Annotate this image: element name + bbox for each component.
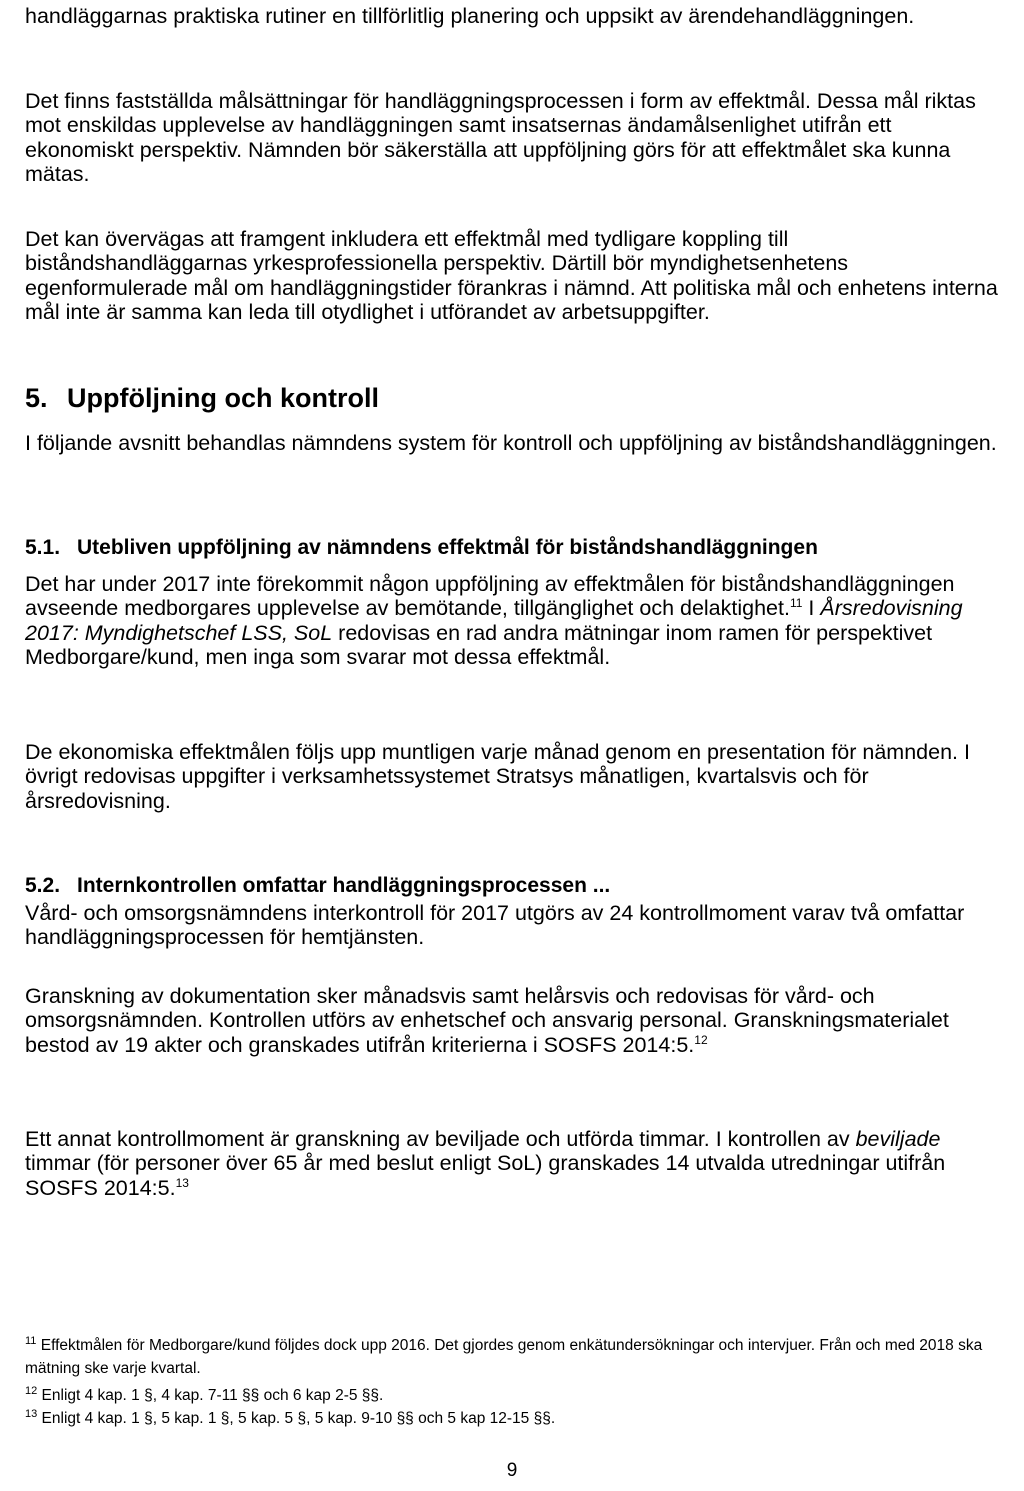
- footnote-ref-12: 12: [694, 1032, 708, 1047]
- report-title-italic: Årsredovisning 2017: Myndighetschef LSS, SoL: [25, 596, 963, 645]
- italic-term: beviljade: [855, 1127, 941, 1151]
- section-5-2-number: 5.2.: [25, 874, 61, 897]
- section-5-1-paragraph-1: [25, 572, 1000, 670]
- text-run: Ett annat kontrollmoment är granskning av beviljade och utförda timmar. I kontrollen av: [25, 1127, 856, 1151]
- page-number: 9: [506, 1460, 518, 1481]
- intro-paragraph-2: Det finns fastställda målsättningar för handläggningsprocessen i form av effektmål. Dessa mål riktas mot enskildas upplevelse av handläggningen samt insatsernas ändamålsenlighet utifrån ett ekonomiskt perspektiv. Nämnden bör säkerställa att uppföljning görs för att effektmålet ska kunna mätas.: [25, 89, 976, 187]
- section-5-number: 5.: [25, 383, 48, 413]
- section-5-2-paragraph-2: [25, 984, 1000, 1057]
- section-5-2-title: Internkontrollen omfattar handläggningsprocessen ...: [77, 874, 611, 897]
- footnote-12: [25, 1384, 1000, 1407]
- section-5-paragraph: I följande avsnitt behandlas nämndens system för kontroll och uppföljning av biståndshandläggningen.: [25, 431, 997, 455]
- footnote-11: [25, 1334, 1000, 1380]
- footnote-number: 12: [25, 1384, 38, 1397]
- section-5-1-number: 5.1.: [25, 536, 61, 559]
- section-5-heading: [25, 381, 379, 415]
- text-run: I: [802, 596, 821, 621]
- footnote-13: [25, 1407, 1000, 1430]
- footnote-ref-13: 13: [175, 1175, 189, 1190]
- section-5-1-heading: [25, 535, 818, 561]
- footnote-text: Effektmålen för Medborgare/kund följdes dock upp 2016. Det gjordes genom enkätundersökningar och intervjuer. Från och med 2018 ska mätning ske varje kvartal.: [25, 1337, 983, 1377]
- text-run: Det har under 2017 inte förekommit någon uppföljning av effektmålen för biståndshandläggningen avseende medborgares upplevelse av bemötande, tillgänglighet och delaktighet.: [25, 572, 955, 621]
- section-5-title: Uppföljning och kontroll: [67, 383, 379, 413]
- footnote-number: 13: [25, 1407, 38, 1420]
- text-run: Granskning av dokumentation sker månadsvis samt helårsvis och redovisas för vård- och omsorgsnämnden. Kontrollen utförs av enhetschef och ansvarig personal. Granskningsmaterialet bestod av 19 akter och granskades utifrån kriterierna i SOSFS 2014:5.: [25, 984, 949, 1057]
- text-run: redovisas en rad andra mätningar inom ramen för perspektivet Medborgare/kund, men inga som svarar mot dessa effektmål.: [25, 620, 933, 670]
- footnote-text: Enligt 4 kap. 1 §, 5 kap. 1 §, 5 kap. 5 §, 5 kap. 9-10 §§ och 5 kap 12-15 §§.: [37, 1410, 556, 1427]
- footnote-number: 11: [25, 1334, 37, 1347]
- section-5-2-paragraph-1: Vård- och omsorgsnämndens interkontroll för 2017 utgörs av 24 kontrollmoment varav två omfattar handläggningsprocessen för hemtjänsten.: [25, 901, 965, 950]
- intro-paragraph-1: handläggarnas praktiska rutiner en tillförlitlig planering och uppsikt av ärendehandläggningen.: [25, 4, 915, 28]
- section-5-1-paragraph-2: De ekonomiska effektmålen följs upp muntligen varje månad genom en presentation för nämnden. I övrigt redovisas uppgifter i verksamhetssystemet Stratsys månatligen, kvartalsvis och för årsredovisning.: [25, 740, 970, 813]
- footnote-ref-11: 11: [789, 596, 803, 611]
- section-5-2-paragraph-3: [25, 1127, 1000, 1200]
- intro-paragraph-3: Det kan övervägas att framgent inkludera ett effektmål med tydligare koppling till biståndshandläggarnas yrkesprofessionella perspektiv. Därtill bör myndighetsenhetens egenformulerade mål om handläggningstider förankras i nämnd. Att politiska mål och enhetens interna mål inte är samma kan leda till otydlighet i utförandet av arbetsuppgifter.: [25, 227, 998, 325]
- text-run: timmar (för personer över 65 år med beslut enligt SoL) granskades 14 utvalda utredningar utifrån SOSFS 2014:5.: [25, 1151, 946, 1200]
- footnote-text: Enligt 4 kap. 1 §, 4 kap. 7-11 §§ och 6 kap 2-5 §§.: [37, 1387, 384, 1404]
- section-5-2-heading: [25, 873, 610, 899]
- section-5-1-title: Utebliven uppföljning av nämndens effektmål för biståndshandläggningen: [77, 536, 818, 559]
